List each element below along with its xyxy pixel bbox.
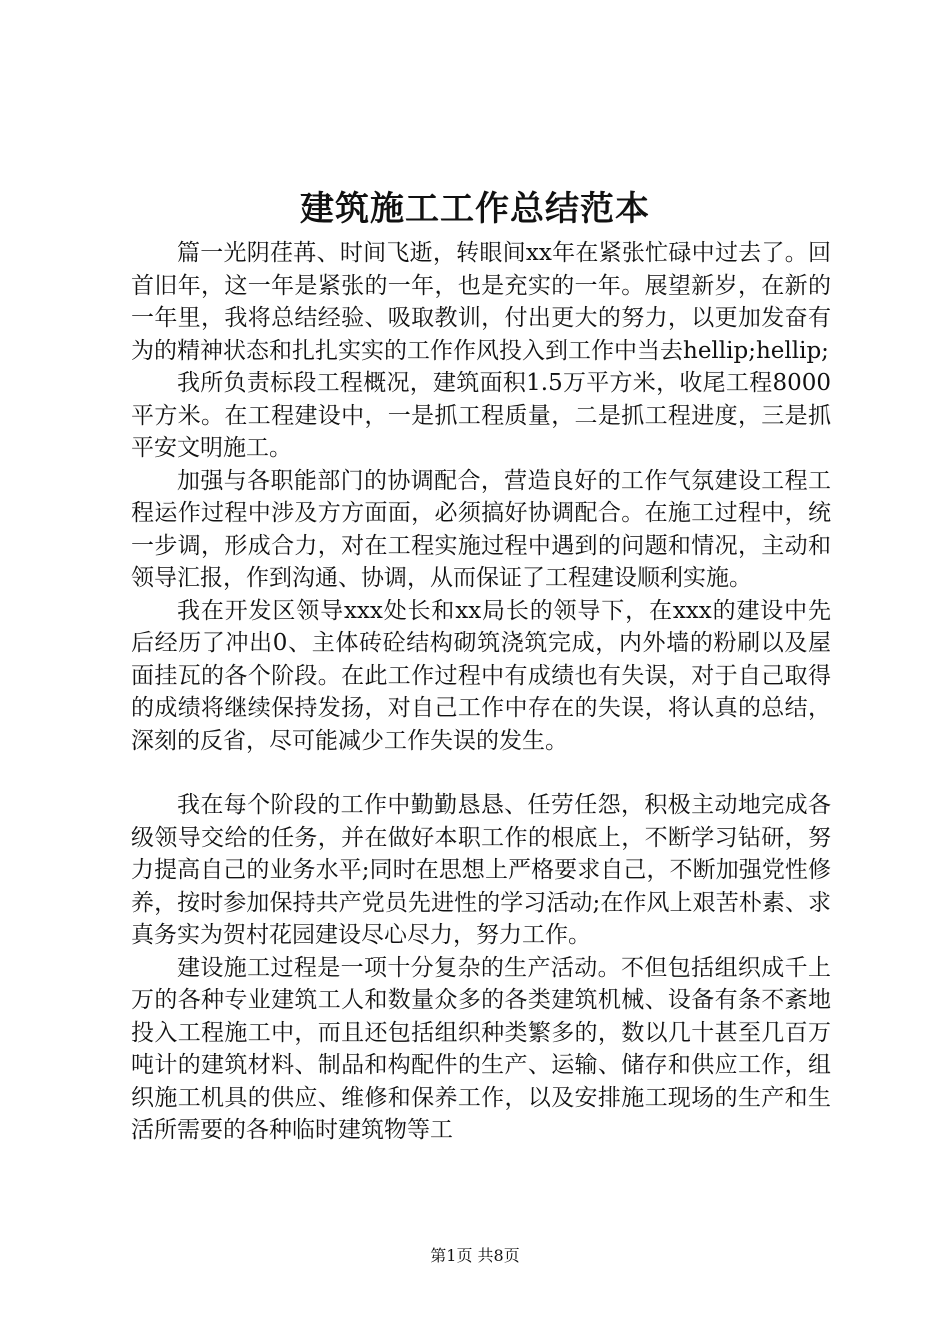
page-footer: 第1页 共8页 <box>430 1246 520 1265</box>
paragraph-construction-stages: 我在开发区领导xxx处长和xx局长的领导下，在xxx的建设中先后经历了冲出0、主体砖砼结构砌筑浇筑完成，内外墙的粉刷以及屋面挂瓦的各个阶段。在此工作过程中有成绩也有失误，对于自己取得的成绩将继续保持发扬，对自己工作中存在的失误，将认真的总结，深刻的反省，尽可能减少工作失误的发生。 <box>131 597 831 754</box>
document-title: 建筑施工工作总结范本 <box>300 189 650 229</box>
paragraph-intro: 篇一光阴荏苒、时间飞逝，转眼间xx年在紧张忙碌中过去了。回首旧年，这一年是紧张的一年，也是充实的一年。展望新岁，在新的一年里，我将总结经验、吸取教训，付出更大的努力，以更加发奋有为的精神状态和扎扎实实的工作作风投入到工作中当去hellip;hellip; <box>131 240 831 364</box>
paragraph-gap <box>131 757 831 789</box>
paragraph-project-overview: 我所负责标段工程概况，建筑面积1.5万平方米，收尾工程8000平方米。在工程建设中，一是抓工程质量，二是抓工程进度，三是抓平安文明施工。 <box>131 370 831 461</box>
paragraph-coordination: 加强与各职能部门的协调配合，营造良好的工作气氛建设工程工程运作过程中涉及方方面面，必须搞好协调配合。在施工过程中，统一步调，形成合力，对在工程实施过程中遇到的问题和情况，主动和领导汇报，作到沟通、协调，从而保证了工程建设顺利实施。 <box>131 467 831 591</box>
document-body <box>131 237 831 1147</box>
paragraph-construction-process: 建设施工过程是一项十分复杂的生产活动。不但包括组织成千上万的各种专业建筑工人和数量众多的各类建筑机械、设备有条不紊地投入工程施工中，而且还包括组织种类繁多的，数以几十甚至几百万吨计的建筑材料、制品和构配件的生产、运输、储存和供应工作，组织施工机具的供应、维修和保养工作，以及安排施工现场的生产和生活所需要的各种临时建筑物等工 <box>131 954 831 1143</box>
paragraph-work-attitude: 我在每个阶段的工作中勤勤恳恳、任劳任怨，积极主动地完成各级领导交给的任务，并在做好本职工作的根底上，不断学习钻研，努力提高自己的业务水平;同时在思想上严格要求自己，不断加强党性修养，按时参加保持共产党员先进性的学习活动;在作风上艰苦朴素、求真务实为贺村花园建设尽心尽力，努力工作。 <box>131 792 831 948</box>
